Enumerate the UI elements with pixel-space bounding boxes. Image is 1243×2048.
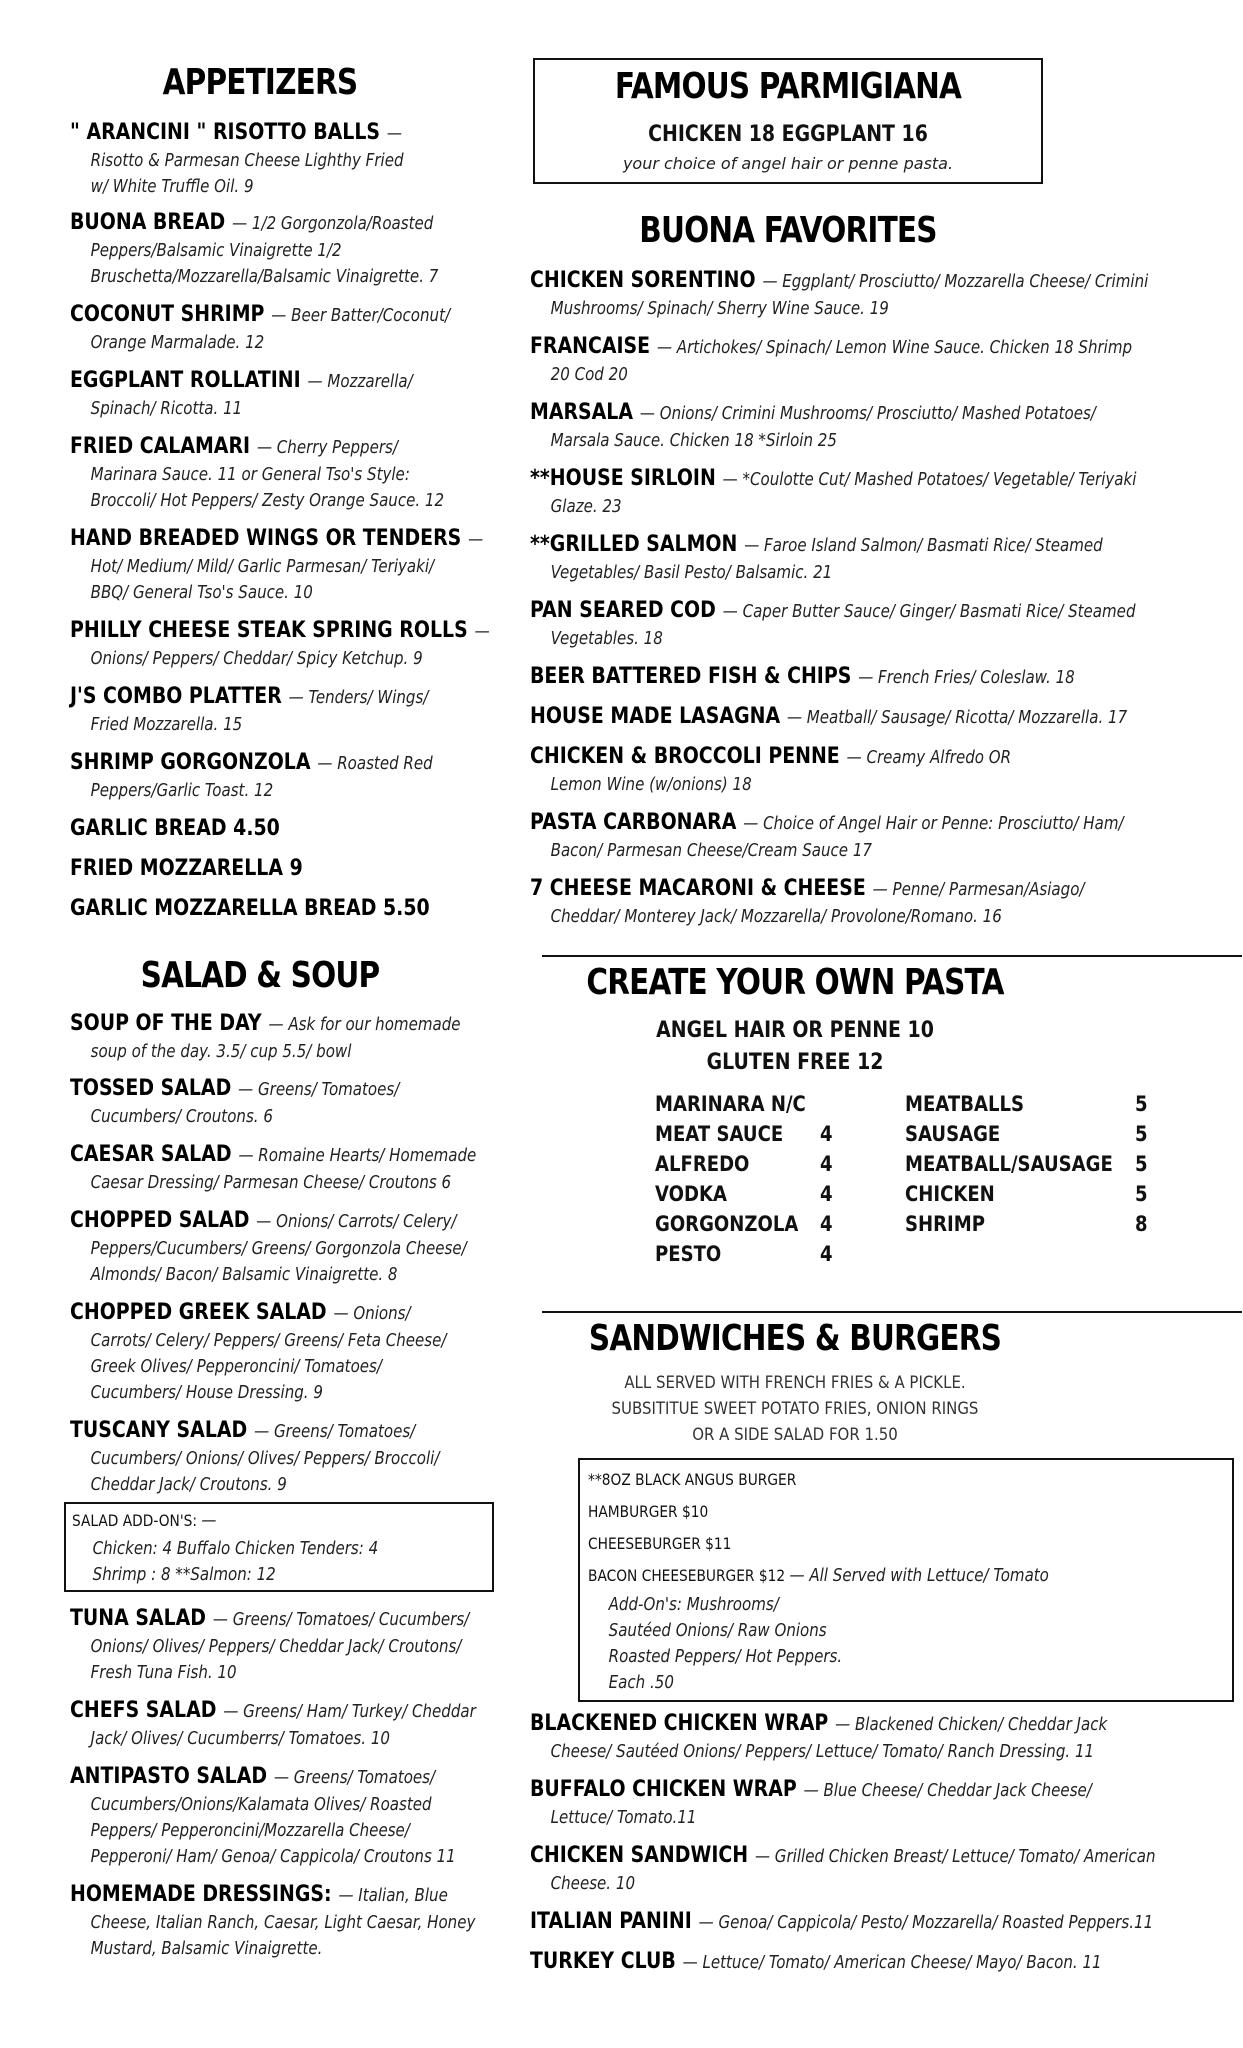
parmigiana-box <box>533 58 1043 184</box>
menu-item-name: MARSALA <box>530 400 634 425</box>
menu-item <box>530 1709 1230 1765</box>
menu-item-lead: — Cherry Peppers/ <box>256 438 398 458</box>
menu-item-description: Cucumbers/ Croutons. 6 <box>90 1107 273 1127</box>
menu-item-name: HOUSE MADE LASAGNA <box>530 704 781 729</box>
menu-item-name: **GRILLED SALMON <box>530 532 738 557</box>
menu-item-name: CHEFS SALAD <box>70 1698 217 1723</box>
menu-item <box>530 874 1230 930</box>
menu-item-lead: — Beer Batter/Coconut/ <box>271 306 451 326</box>
menu-item <box>530 464 1230 520</box>
menu-item-description: soup of the day. 3.5/ cup 5.5/ bowl <box>90 1042 352 1062</box>
menu-item-name: TUNA SALAD <box>70 1606 207 1631</box>
burger-addon-line: Roasted Peppers/ Hot Peppers. <box>608 1647 843 1667</box>
menu-item-lead: — Romaine Hearts/ Homemade <box>238 1146 477 1166</box>
menu-item-description: Orange Marmalade. 12 <box>90 333 265 353</box>
menu-item-name: PAN SEARED COD <box>530 598 716 623</box>
addons-lead: — <box>201 1511 217 1531</box>
pasta-option-row <box>905 1122 1148 1152</box>
sandwiches-sub: ALL SERVED WITH FRENCH FRIES & A PICKLE. <box>624 1373 966 1393</box>
pasta-option-price: 5 <box>1135 1092 1148 1116</box>
menu-item-lead: — Caper Butter Sauce/ Ginger/ Basmati Rice/ Steamed <box>722 602 1136 622</box>
pasta-option-name: VODKA <box>655 1182 727 1206</box>
menu-item-lead: — Creamy Alfredo OR <box>846 748 1012 768</box>
menu-item-name: ITALIAN PANINI <box>530 1909 692 1934</box>
menu-item-description: Mushrooms/ Spinach/ Sherry Wine Sauce. 19 <box>550 299 889 319</box>
menu-item-name: CHICKEN SANDWICH <box>530 1843 749 1868</box>
menu-item-name: HAND BREADED WINGS OR TENDERS <box>70 526 462 551</box>
menu-item-lead: — Blue Cheese/ Cheddar Jack Cheese/ <box>803 1781 1092 1801</box>
pasta-option-row <box>905 1152 1148 1182</box>
pasta-option-name: ALFREDO <box>655 1152 750 1176</box>
burger-line: CHEESEBURGER $11 <box>588 1534 732 1553</box>
menu-item-name: PASTA CARBONARA <box>530 810 737 835</box>
menu-item-lead: — Greens/ Tomatoes/ Cucumbers/ <box>212 1610 470 1630</box>
menu-item <box>70 894 510 924</box>
burger-addon-line: Each .50 <box>608 1673 674 1693</box>
menu-item-lead: — Faroe Island Salmon/ Basmati Rice/ Steamed <box>744 536 1103 556</box>
menu-item <box>530 332 1230 388</box>
pasta-option-row <box>655 1212 845 1242</box>
menu-item <box>530 530 1230 586</box>
pasta-option-price: 5 <box>1135 1152 1148 1176</box>
menu-item <box>70 1140 510 1196</box>
menu-item-name: GARLIC MOZZARELLA BREAD 5.50 <box>70 896 430 921</box>
menu-item-description: Cucumbers/ House Dressing. 9 <box>90 1383 323 1403</box>
pasta-option-name: CHICKEN <box>905 1182 995 1206</box>
menu-item-description: Glaze. 23 <box>550 497 622 517</box>
pasta-option-row <box>655 1122 845 1152</box>
menu-item-name: **HOUSE SIRLOIN <box>530 466 716 491</box>
menu-item-description: Cheddar Jack/ Croutons. 9 <box>90 1475 287 1495</box>
pasta-option-name: GORGONZOLA <box>655 1212 799 1236</box>
create-pasta-line1: ANGEL HAIR OR PENNE 10 <box>656 1018 934 1043</box>
menu-item <box>70 208 510 290</box>
pasta-option-price: 5 <box>1135 1182 1148 1206</box>
pasta-option-row <box>905 1092 1148 1122</box>
menu-item <box>530 1907 1230 1937</box>
pasta-option-price: 4 <box>820 1212 833 1236</box>
divider <box>542 1311 1242 1313</box>
menu-item-lead: — Blackened Chicken/ Cheddar Jack <box>835 1715 1108 1735</box>
menu-item <box>530 1947 1230 1977</box>
sandwiches-sub: SUBSITITUE SWEET POTATO FRIES, ONION RINGS <box>611 1399 979 1419</box>
menu-item <box>530 808 1230 864</box>
menu-item <box>70 616 510 672</box>
menu-item-description: Risotto & Parmesan Cheese Lighthy Fried <box>90 151 404 171</box>
pasta-option-price: 8 <box>1135 1212 1148 1236</box>
burger-lead: — All Served with Lettuce/ Tomato <box>789 1566 1049 1586</box>
menu-item-description: Caesar Dressing/ Parmesan Cheese/ Croutons 6 <box>90 1173 452 1193</box>
menu-item-name: TOSSED SALAD <box>70 1076 232 1101</box>
burger-line: BACON CHEESEBURGER $12 <box>588 1566 786 1585</box>
menu-item-lead: — French Fries/ Coleslaw. 18 <box>858 668 1075 688</box>
menu-item-lead: — Choice of Angel Hair or Penne: Prosciutto/ Ham/ <box>743 814 1124 834</box>
burger-line: HAMBURGER $10 <box>588 1502 709 1521</box>
menu-item-name: ANTIPASTO SALAD <box>70 1764 268 1789</box>
pasta-option-price: 4 <box>820 1122 833 1146</box>
menu-item-lead: — Greens/ Tomatoes/ <box>238 1080 400 1100</box>
menu-item-description: Cucumbers/Onions/Kalamata Olives/ Roasted <box>90 1795 432 1815</box>
menu-item <box>70 1696 510 1752</box>
menu-item-lead: — Italian, Blue <box>338 1886 448 1906</box>
menu-item-lead: — *Coulotte Cut/ Mashed Potatoes/ Vegetable/ Teriyaki <box>722 470 1137 490</box>
sauce-list <box>655 1092 845 1272</box>
menu-item-lead: — Greens/ Ham/ Turkey/ Cheddar <box>223 1702 476 1722</box>
pasta-option-name: MEATBALL/SAUSAGE <box>905 1152 1113 1176</box>
favorites-title: BUONA FAVORITES <box>639 210 937 251</box>
menu-item-lead: — Genoa/ Cappicola/ Pesto/ Mozzarella/ Roasted Peppers.11 <box>698 1913 1154 1933</box>
addons-line: Chicken: 4 Buffalo Chicken Tenders: 4 <box>92 1539 379 1559</box>
menu-item-description: Onions/ Peppers/ Cheddar/ Spicy Ketchup. 9 <box>90 649 423 669</box>
menu-item-description: Cucumbers/ Onions/ Olives/ Peppers/ Broccoli/ <box>90 1449 440 1469</box>
menu-item-name: CAESAR SALAD <box>70 1142 232 1167</box>
menu-item <box>530 702 1230 732</box>
menu-item-name: SOUP OF THE DAY <box>70 1011 262 1036</box>
menu-item-name: HOMEMADE DRESSINGS: <box>70 1882 332 1907</box>
menu-item-name: BUFFALO CHICKEN WRAP <box>530 1777 797 1802</box>
menu-item-lead: — Eggplant/ Prosciutto/ Mozzarella Cheese/ Crimini <box>762 272 1149 292</box>
menu-item-lead: — Meatball/ Sausage/ Ricotta/ Mozzarella. 17 <box>786 708 1128 728</box>
menu-item-description: BBQ/ General Tso's Sauce. 10 <box>90 583 313 603</box>
menu-item <box>70 1880 510 1962</box>
menu-item <box>530 398 1230 454</box>
burger-addon-line: Sautéed Onions/ Raw Onions <box>608 1621 827 1641</box>
menu-item-name: CHOPPED SALAD <box>70 1208 250 1233</box>
pasta-option-name: MEAT SAUCE <box>655 1122 784 1146</box>
menu-item-lead: — Lettuce/ Tomato/ American Cheese/ Mayo/ Bacon. 11 <box>682 1953 1102 1973</box>
menu-item <box>70 854 510 884</box>
menu-item <box>70 366 510 422</box>
menu-item-name: TURKEY CLUB <box>530 1949 676 1974</box>
pasta-option-price: 4 <box>820 1242 833 1266</box>
menu-item-description: Vegetables/ Basil Pesto/ Balsamic. 21 <box>550 563 833 583</box>
menu-item-lead: — Onions/ Crimini Mushrooms/ Prosciutto/ Mashed Potatoes/ <box>639 404 1096 424</box>
pasta-option-price: 5 <box>1135 1122 1148 1146</box>
menu-item-description: Cheese/ Sautéed Onions/ Peppers/ Lettuce/ Tomato/ Ranch Dressing. 11 <box>550 1742 1095 1762</box>
menu-item-lead: — Tenders/ Wings/ <box>288 688 429 708</box>
menu-item <box>70 1298 510 1406</box>
create-pasta-title: CREATE YOUR OWN PASTA <box>586 962 1004 1003</box>
menu-item-description: Pepperoni/ Ham/ Genoa/ Cappicola/ Croutons 11 <box>90 1847 456 1867</box>
appetizers-title: APPETIZERS <box>162 62 358 103</box>
pasta-option-price: 4 <box>820 1152 833 1176</box>
menu-item-description: Marinara Sauce. 11 or General Tso's Style: <box>90 465 410 485</box>
menu-item-name: J'S COMBO PLATTER <box>70 684 282 709</box>
parmigiana-title: FAMOUS PARMIGIANA <box>614 66 962 107</box>
salad-soup-title: SALAD & SOUP <box>140 955 380 996</box>
menu-item-lead: — <box>386 124 402 144</box>
menu-item <box>70 1074 510 1130</box>
addons-name: SALAD ADD-ON'S: <box>72 1511 197 1530</box>
menu-item-description: Onions/ Olives/ Peppers/ Cheddar Jack/ Croutons/ <box>90 1637 462 1657</box>
menu-item <box>70 682 510 738</box>
menu-item-lead: — <box>474 622 490 642</box>
menu-item-name: CHICKEN & BROCCOLI PENNE <box>530 744 840 769</box>
burger-line: **8OZ BLACK ANGUS BURGER <box>588 1470 797 1489</box>
menu-item-name: BUONA BREAD <box>70 210 226 235</box>
menu-item-lead: — Penne/ Parmesan/Asiago/ <box>872 880 1085 900</box>
menu-item-description: Broccoli/ Hot Peppers/ Zesty Orange Sauce. 12 <box>90 491 445 511</box>
menu-item <box>70 814 510 844</box>
menu-item <box>70 524 510 606</box>
menu-item-name: CHOPPED GREEK SALAD <box>70 1300 327 1325</box>
pasta-option-row <box>905 1182 1148 1212</box>
menu-item-description: Fried Mozzarella. 15 <box>90 715 243 735</box>
protein-list <box>905 1092 1148 1242</box>
menu-item-description: Peppers/Cucumbers/ Greens/ Gorgonzola Cheese/ <box>90 1239 467 1259</box>
menu-item <box>70 118 510 200</box>
menu-item-name: SHRIMP GORGONZOLA <box>70 750 311 775</box>
menu-item-lead: — Artichokes/ Spinach/ Lemon Wine Sauce. Chicken 18 Shrimp <box>656 338 1133 358</box>
menu-item-description: Carrots/ Celery/ Peppers/ Greens/ Feta Cheese/ <box>90 1331 447 1351</box>
menu-item-name: FRIED MOZZARELLA 9 <box>70 856 303 881</box>
pasta-option-row <box>655 1092 845 1122</box>
menu-item-description: Cheese, Italian Ranch, Caesar, Light Caesar, Honey <box>90 1913 476 1933</box>
menu-item <box>530 1775 1230 1831</box>
pasta-option-name: PESTO <box>655 1242 722 1266</box>
pasta-option-row <box>905 1212 1148 1242</box>
menu-item-description: Almonds/ Bacon/ Balsamic Vinaigrette. 8 <box>90 1265 398 1285</box>
pasta-option-row <box>655 1152 845 1182</box>
menu-item-description: Mustard, Balsamic Vinaigrette. <box>90 1939 323 1959</box>
menu-item-lead: — 1/2 Gorgonzola/Roasted <box>232 214 434 234</box>
menu-item-name: BEER BATTERED FISH & CHIPS <box>530 664 852 689</box>
pasta-option-name: SAUSAGE <box>905 1122 1001 1146</box>
menu-item-name: PHILLY CHEESE STEAK SPRING ROLLS <box>70 618 468 643</box>
pasta-option-price: 4 <box>820 1182 833 1206</box>
burger-box <box>578 1458 1234 1702</box>
menu-item-description: Spinach/ Ricotta. 11 <box>90 399 243 419</box>
menu-item-name: FRIED CALAMARI <box>70 434 251 459</box>
menu-item-description: Jack/ Olives/ Cucumberrs/ Tomatoes. 10 <box>90 1729 390 1749</box>
menu-item-lead: — Grilled Chicken Breast/ Lettuce/ Tomato/ American <box>754 1847 1156 1867</box>
menu-item-description: Lettuce/ Tomato.11 <box>550 1808 697 1828</box>
menu-item <box>70 1604 510 1686</box>
menu-item-name: EGGPLANT ROLLATINI <box>70 368 301 393</box>
menu-item-description: Greek Olives/ Pepperoncini/ Tomatoes/ <box>90 1357 382 1377</box>
menu-item <box>70 1416 510 1498</box>
menu-item-lead: — Roasted Red <box>317 754 433 774</box>
menu-item-name: 7 CHEESE MACARONI & CHEESE <box>530 876 866 901</box>
menu-item-description: Peppers/ Pepperoncini/Mozzarella Cheese/ <box>90 1821 410 1841</box>
menu-item-description: Fresh Tuna Fish. 10 <box>90 1663 237 1683</box>
menu-item-description: Peppers/Garlic Toast. 12 <box>90 781 274 801</box>
menu-item-lead: — Mozzarella/ <box>307 372 413 392</box>
menu-item-description: Vegetables. 18 <box>550 629 663 649</box>
menu-item-description: Cheddar/ Monterey Jack/ Mozzarella/ Provolone/Romano. 16 <box>550 907 1002 927</box>
menu-item <box>530 266 1230 322</box>
menu-item-description: 20 Cod 20 <box>550 365 628 385</box>
menu-item <box>530 596 1230 652</box>
menu-item <box>530 742 1230 798</box>
pasta-option-row <box>655 1242 845 1272</box>
addons-line: Shrimp : 8 **Salmon: 12 <box>92 1565 276 1585</box>
pasta-option-name: SHRIMP <box>905 1212 985 1236</box>
menu-item-name: GARLIC BREAD 4.50 <box>70 816 280 841</box>
pasta-option-name: MARINARA N/C <box>655 1092 806 1116</box>
menu-item-lead: — <box>468 530 484 550</box>
menu-item-lead: — Ask for our homemade <box>268 1015 461 1035</box>
pasta-option-name: MEATBALLS <box>905 1092 1024 1116</box>
menu-item <box>530 1841 1230 1897</box>
sandwiches-title: SANDWICHES & BURGERS <box>588 1318 1002 1359</box>
menu-item-name: BLACKENED CHICKEN WRAP <box>530 1711 829 1736</box>
menu-item-lead: — Greens/ Tomatoes/ <box>273 1768 436 1788</box>
menu-item <box>70 432 510 514</box>
menu-item <box>70 1009 510 1065</box>
menu-item-description: Cheese. 10 <box>550 1874 636 1894</box>
menu-item-name: FRANCAISE <box>530 334 651 359</box>
menu-item-description: Marsala Sauce. Chicken 18 *Sirloin 25 <box>550 431 837 451</box>
menu-item <box>70 300 510 356</box>
menu-item-description: Peppers/Balsamic Vinaigrette 1/2 <box>90 241 342 261</box>
menu-item-description: Bacon/ Parmesan Cheese/Cream Sauce 17 <box>550 841 872 861</box>
salad-addons-box <box>64 1502 494 1592</box>
menu-item-lead: — Greens/ Tomatoes/ <box>254 1422 416 1442</box>
menu-item <box>530 662 1230 692</box>
menu-item <box>70 1206 510 1288</box>
menu-item-name: CHICKEN SORENTINO <box>530 268 756 293</box>
menu-item-name: " ARANCINI " RISOTTO BALLS <box>70 120 381 145</box>
menu-item-description: w/ White Truffle Oil. 9 <box>90 177 254 197</box>
menu-item-lead: — Onions/ Carrots/ Celery/ <box>256 1212 457 1232</box>
menu-item-name: COCONUT SHRIMP <box>70 302 265 327</box>
burger-addon-line: Add-On's: Mushrooms/ <box>608 1595 779 1615</box>
sandwiches-sub: OR A SIDE SALAD FOR 1.50 <box>692 1425 898 1445</box>
create-pasta-line2: GLUTEN FREE 12 <box>706 1050 884 1075</box>
menu-item <box>70 1762 510 1870</box>
menu-item-name: TUSCANY SALAD <box>70 1418 248 1443</box>
parmigiana-note: your choice of angel hair or penne pasta. <box>622 154 954 173</box>
menu-item-lead: — Onions/ <box>333 1304 411 1324</box>
menu-item-description: Lemon Wine (w/onions) 18 <box>550 775 752 795</box>
divider <box>542 955 1242 957</box>
parmigiana-prices: CHICKEN 18 EGGPLANT 16 <box>648 122 928 147</box>
menu-item-description: Bruschetta/Mozzarella/Balsamic Vinaigrette. 7 <box>90 267 439 287</box>
menu-item-description: Hot/ Medium/ Mild/ Garlic Parmesan/ Teriyaki/ <box>90 557 435 577</box>
menu-item <box>70 748 510 804</box>
pasta-option-row <box>655 1182 845 1212</box>
